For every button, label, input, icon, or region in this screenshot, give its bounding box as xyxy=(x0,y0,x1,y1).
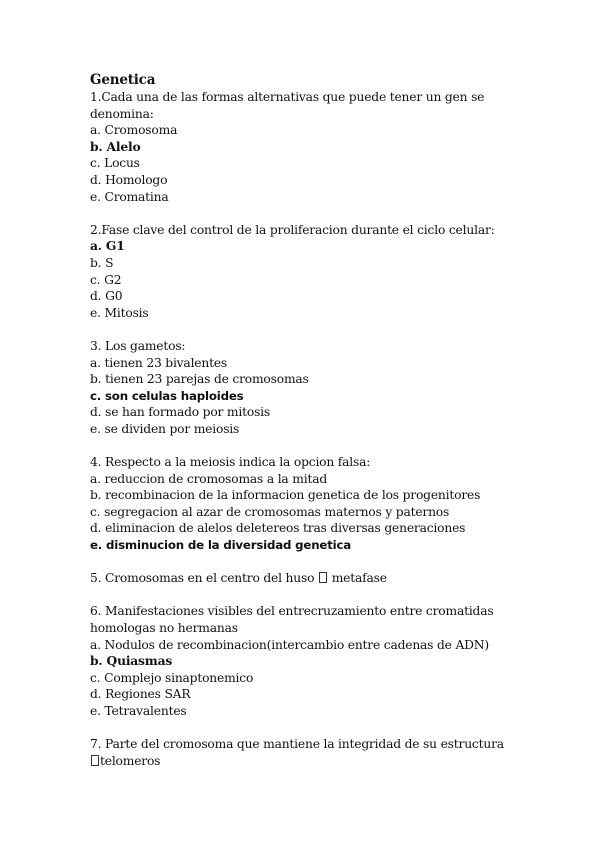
option-e: e. se dividen por meiosis xyxy=(90,421,240,436)
option-d: d. eliminacion de alelos deletereos tras diversas generaciones xyxy=(90,521,466,536)
option-a: a. reduccion de cromosomas a la mitad xyxy=(90,471,328,486)
option-d: d. G0 xyxy=(90,289,123,304)
missing-glyph-icon xyxy=(91,755,99,766)
option-e-correct: e. disminucion de la diversidad genetica xyxy=(90,538,352,553)
question-text-start: 5. Cromosomas en el centro del huso xyxy=(90,571,319,586)
missing-glyph-icon xyxy=(319,572,327,583)
document-title: Genetica xyxy=(90,72,156,88)
option-a: a. Cromosoma xyxy=(90,123,178,138)
question-answer xyxy=(90,753,510,770)
option-d: d. se han formado por mitosis xyxy=(90,405,271,420)
question-7 xyxy=(90,736,510,769)
option-c: c. Complejo sinaptonemico xyxy=(90,670,254,685)
question-text: 3. Los gametos: xyxy=(90,338,186,353)
option-b-correct: b. Quiasmas xyxy=(90,653,173,669)
option-d: d. Homologo xyxy=(90,172,168,187)
question-5 xyxy=(90,570,510,587)
question-4 xyxy=(90,454,510,554)
option-b-correct: b. Alelo xyxy=(90,138,141,154)
question-2 xyxy=(90,222,510,322)
option-a: a. tienen 23 bivalentes xyxy=(90,355,228,370)
question-text: 2.Fase clave del control de la proliferacion durante el ciclo celular: xyxy=(90,222,495,237)
option-b: b. tienen 23 parejas de cromosomas xyxy=(90,372,309,387)
option-d: d. Regiones SAR xyxy=(90,687,191,702)
answer-text: telomeros xyxy=(100,753,161,768)
question-text: 4. Respecto a la meiosis indica la opcion falsa: xyxy=(90,455,371,470)
option-e: e. Mitosis xyxy=(90,305,149,320)
question-answer: metafase xyxy=(328,571,387,586)
question-text: 7. Parte del cromosoma que mantiene la integridad de su estructura xyxy=(90,737,504,752)
question-3 xyxy=(90,338,510,438)
option-c: c. segregacion al azar de cromosomas maternos y paternos xyxy=(90,504,450,519)
question-text: 1.Cada una de las formas alternativas que puede tener un gen se denomina: xyxy=(90,90,485,121)
question-text xyxy=(90,570,510,587)
option-a-correct: a. G1 xyxy=(90,238,125,254)
option-b: b. recombinacion de la informacion genetica de los progenitores xyxy=(90,488,481,503)
option-c: c. G2 xyxy=(90,272,122,287)
question-text: 6. Manifestaciones visibles del entrecruzamiento entre cromatidas homologas no hermanas xyxy=(90,604,494,635)
option-e: e. Tetravalentes xyxy=(90,703,187,718)
option-b: b. S xyxy=(90,255,114,270)
option-c: c. Locus xyxy=(90,156,140,171)
option-a: a. Nodulos de recombinacion(intercambio entre cadenas de ADN) xyxy=(90,637,489,652)
option-c-correct: c. son celulas haploides xyxy=(90,388,244,403)
document-page xyxy=(90,72,510,786)
question-6 xyxy=(90,603,510,719)
option-e: e. Cromatina xyxy=(90,189,169,204)
question-1 xyxy=(90,89,510,205)
